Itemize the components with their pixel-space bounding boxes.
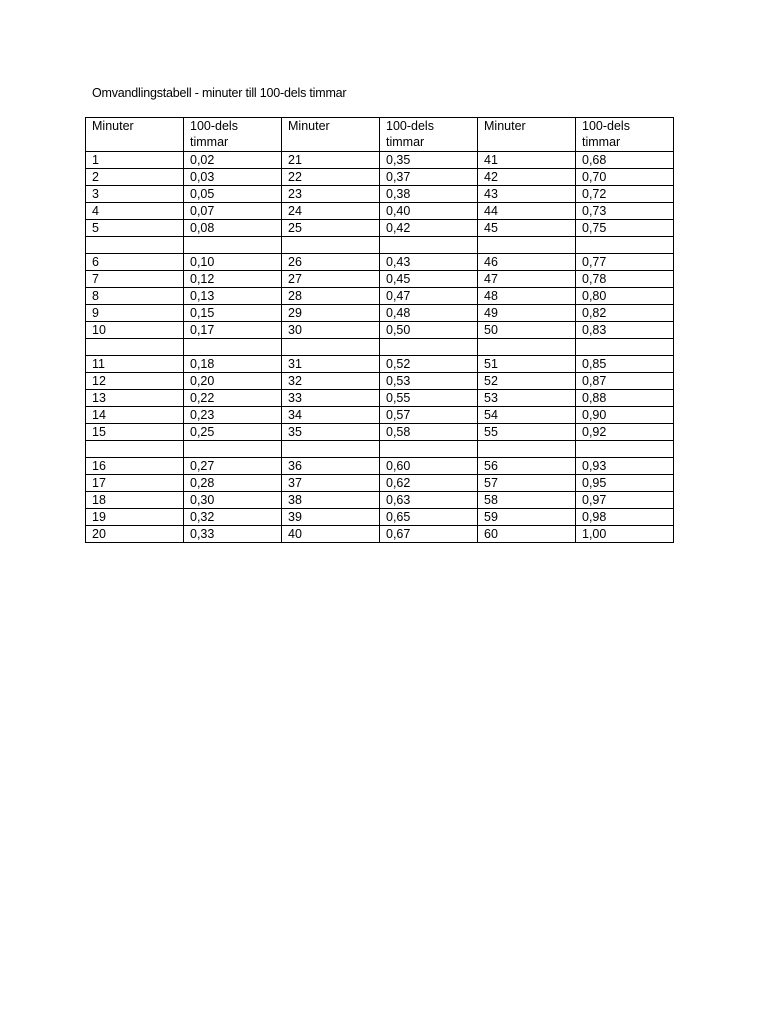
cell-minutes: 13	[86, 390, 184, 407]
cell-hundredths: 0,82	[576, 305, 674, 322]
cell-minutes: 46	[478, 254, 576, 271]
cell-hundredths: 0,73	[576, 203, 674, 220]
cell-hundredths: 0,15	[184, 305, 282, 322]
cell-hundredths: 0,52	[380, 356, 478, 373]
cell-hundredths: 0,03	[184, 169, 282, 186]
cell-hundredths: 0,10	[184, 254, 282, 271]
cell-hundredths: 0,42	[380, 220, 478, 237]
cell-minutes: 25	[282, 220, 380, 237]
empty-cell	[86, 339, 184, 356]
cell-hundredths: 0,60	[380, 458, 478, 475]
cell-minutes: 7	[86, 271, 184, 288]
column-header-minutes: Minuter	[478, 118, 576, 152]
empty-cell	[478, 237, 576, 254]
cell-hundredths: 0,33	[184, 526, 282, 543]
cell-hundredths: 0,02	[184, 152, 282, 169]
table-row	[86, 322, 674, 339]
cell-hundredths: 0,95	[576, 475, 674, 492]
cell-hundredths: 0,40	[380, 203, 478, 220]
cell-hundredths: 0,53	[380, 373, 478, 390]
cell-hundredths: 0,90	[576, 407, 674, 424]
cell-minutes: 4	[86, 203, 184, 220]
cell-minutes: 31	[282, 356, 380, 373]
cell-hundredths: 0,80	[576, 288, 674, 305]
cell-minutes: 19	[86, 509, 184, 526]
cell-hundredths: 0,37	[380, 169, 478, 186]
cell-minutes: 9	[86, 305, 184, 322]
cell-hundredths: 0,47	[380, 288, 478, 305]
table-row	[86, 169, 674, 186]
cell-hundredths: 0,58	[380, 424, 478, 441]
cell-hundredths: 0,87	[576, 373, 674, 390]
table-header-row	[86, 118, 674, 152]
cell-hundredths: 0,20	[184, 373, 282, 390]
table-row	[86, 220, 674, 237]
cell-minutes: 12	[86, 373, 184, 390]
cell-minutes: 40	[282, 526, 380, 543]
cell-minutes: 15	[86, 424, 184, 441]
cell-hundredths: 0,57	[380, 407, 478, 424]
empty-cell	[86, 441, 184, 458]
empty-cell	[380, 237, 478, 254]
cell-minutes: 54	[478, 407, 576, 424]
cell-hundredths: 0,38	[380, 186, 478, 203]
cell-minutes: 57	[478, 475, 576, 492]
cell-minutes: 59	[478, 509, 576, 526]
empty-cell	[478, 339, 576, 356]
table-row	[86, 186, 674, 203]
cell-minutes: 1	[86, 152, 184, 169]
cell-hundredths: 0,88	[576, 390, 674, 407]
cell-minutes: 51	[478, 356, 576, 373]
spacer-row	[86, 237, 674, 254]
cell-hundredths: 0,07	[184, 203, 282, 220]
column-header-hundredths: 100-dels timmar	[380, 118, 478, 152]
cell-hundredths: 0,78	[576, 271, 674, 288]
empty-cell	[282, 441, 380, 458]
cell-minutes: 24	[282, 203, 380, 220]
table-row	[86, 288, 674, 305]
conversion-table	[85, 117, 674, 543]
cell-hundredths: 0,08	[184, 220, 282, 237]
table-row	[86, 424, 674, 441]
cell-minutes: 53	[478, 390, 576, 407]
table-row	[86, 390, 674, 407]
cell-minutes: 17	[86, 475, 184, 492]
cell-hundredths: 0,48	[380, 305, 478, 322]
cell-hundredths: 0,27	[184, 458, 282, 475]
cell-minutes: 29	[282, 305, 380, 322]
cell-hundredths: 0,75	[576, 220, 674, 237]
cell-minutes: 45	[478, 220, 576, 237]
cell-minutes: 32	[282, 373, 380, 390]
empty-cell	[478, 441, 576, 458]
cell-hundredths: 0,35	[380, 152, 478, 169]
empty-cell	[184, 237, 282, 254]
cell-hundredths: 0,92	[576, 424, 674, 441]
cell-minutes: 58	[478, 492, 576, 509]
empty-cell	[576, 441, 674, 458]
table-row	[86, 492, 674, 509]
cell-hundredths: 0,28	[184, 475, 282, 492]
table-row	[86, 152, 674, 169]
cell-minutes: 10	[86, 322, 184, 339]
cell-minutes: 3	[86, 186, 184, 203]
empty-cell	[86, 237, 184, 254]
cell-minutes: 22	[282, 169, 380, 186]
cell-hundredths: 0,83	[576, 322, 674, 339]
cell-hundredths: 0,97	[576, 492, 674, 509]
column-header-minutes: Minuter	[86, 118, 184, 152]
table-row	[86, 509, 674, 526]
cell-hundredths: 0,23	[184, 407, 282, 424]
cell-minutes: 16	[86, 458, 184, 475]
cell-minutes: 35	[282, 424, 380, 441]
cell-hundredths: 1,00	[576, 526, 674, 543]
cell-hundredths: 0,67	[380, 526, 478, 543]
table-row	[86, 254, 674, 271]
cell-minutes: 28	[282, 288, 380, 305]
cell-minutes: 56	[478, 458, 576, 475]
cell-minutes: 2	[86, 169, 184, 186]
cell-minutes: 34	[282, 407, 380, 424]
empty-cell	[282, 237, 380, 254]
cell-minutes: 36	[282, 458, 380, 475]
cell-hundredths: 0,32	[184, 509, 282, 526]
cell-minutes: 52	[478, 373, 576, 390]
cell-minutes: 50	[478, 322, 576, 339]
cell-hundredths: 0,55	[380, 390, 478, 407]
table-row	[86, 407, 674, 424]
cell-minutes: 11	[86, 356, 184, 373]
cell-minutes: 5	[86, 220, 184, 237]
cell-hundredths: 0,22	[184, 390, 282, 407]
cell-hundredths: 0,18	[184, 356, 282, 373]
spacer-row	[86, 441, 674, 458]
cell-minutes: 8	[86, 288, 184, 305]
table-body	[86, 118, 674, 543]
cell-hundredths: 0,05	[184, 186, 282, 203]
cell-minutes: 39	[282, 509, 380, 526]
cell-minutes: 48	[478, 288, 576, 305]
cell-minutes: 47	[478, 271, 576, 288]
cell-minutes: 55	[478, 424, 576, 441]
empty-cell	[184, 339, 282, 356]
table-row	[86, 203, 674, 220]
cell-hundredths: 0,93	[576, 458, 674, 475]
cell-minutes: 6	[86, 254, 184, 271]
empty-cell	[576, 237, 674, 254]
table-row	[86, 475, 674, 492]
cell-hundredths: 0,63	[380, 492, 478, 509]
cell-hundredths: 0,45	[380, 271, 478, 288]
cell-hundredths: 0,77	[576, 254, 674, 271]
table-row	[86, 526, 674, 543]
cell-minutes: 60	[478, 526, 576, 543]
cell-minutes: 49	[478, 305, 576, 322]
cell-minutes: 37	[282, 475, 380, 492]
cell-minutes: 42	[478, 169, 576, 186]
cell-minutes: 26	[282, 254, 380, 271]
cell-hundredths: 0,72	[576, 186, 674, 203]
cell-minutes: 38	[282, 492, 380, 509]
table-row	[86, 305, 674, 322]
cell-minutes: 43	[478, 186, 576, 203]
empty-cell	[184, 441, 282, 458]
cell-minutes: 41	[478, 152, 576, 169]
cell-minutes: 18	[86, 492, 184, 509]
empty-cell	[380, 441, 478, 458]
cell-minutes: 33	[282, 390, 380, 407]
column-header-hundredths: 100-dels timmar	[576, 118, 674, 152]
table-row	[86, 373, 674, 390]
document-title: Omvandlingstabell - minuter till 100-dels timmar	[92, 86, 347, 100]
table-row	[86, 271, 674, 288]
cell-hundredths: 0,70	[576, 169, 674, 186]
cell-hundredths: 0,85	[576, 356, 674, 373]
cell-minutes: 27	[282, 271, 380, 288]
cell-minutes: 20	[86, 526, 184, 543]
cell-hundredths: 0,62	[380, 475, 478, 492]
cell-hundredths: 0,17	[184, 322, 282, 339]
cell-minutes: 21	[282, 152, 380, 169]
cell-hundredths: 0,98	[576, 509, 674, 526]
cell-minutes: 44	[478, 203, 576, 220]
column-header-hundredths: 100-dels timmar	[184, 118, 282, 152]
empty-cell	[282, 339, 380, 356]
table-row	[86, 356, 674, 373]
cell-hundredths: 0,68	[576, 152, 674, 169]
cell-hundredths: 0,12	[184, 271, 282, 288]
empty-cell	[576, 339, 674, 356]
cell-hundredths: 0,30	[184, 492, 282, 509]
empty-cell	[380, 339, 478, 356]
cell-minutes: 14	[86, 407, 184, 424]
cell-hundredths: 0,65	[380, 509, 478, 526]
spacer-row	[86, 339, 674, 356]
table-row	[86, 458, 674, 475]
cell-minutes: 23	[282, 186, 380, 203]
column-header-minutes: Minuter	[282, 118, 380, 152]
cell-hundredths: 0,43	[380, 254, 478, 271]
cell-hundredths: 0,13	[184, 288, 282, 305]
cell-minutes: 30	[282, 322, 380, 339]
cell-hundredths: 0,25	[184, 424, 282, 441]
cell-hundredths: 0,50	[380, 322, 478, 339]
